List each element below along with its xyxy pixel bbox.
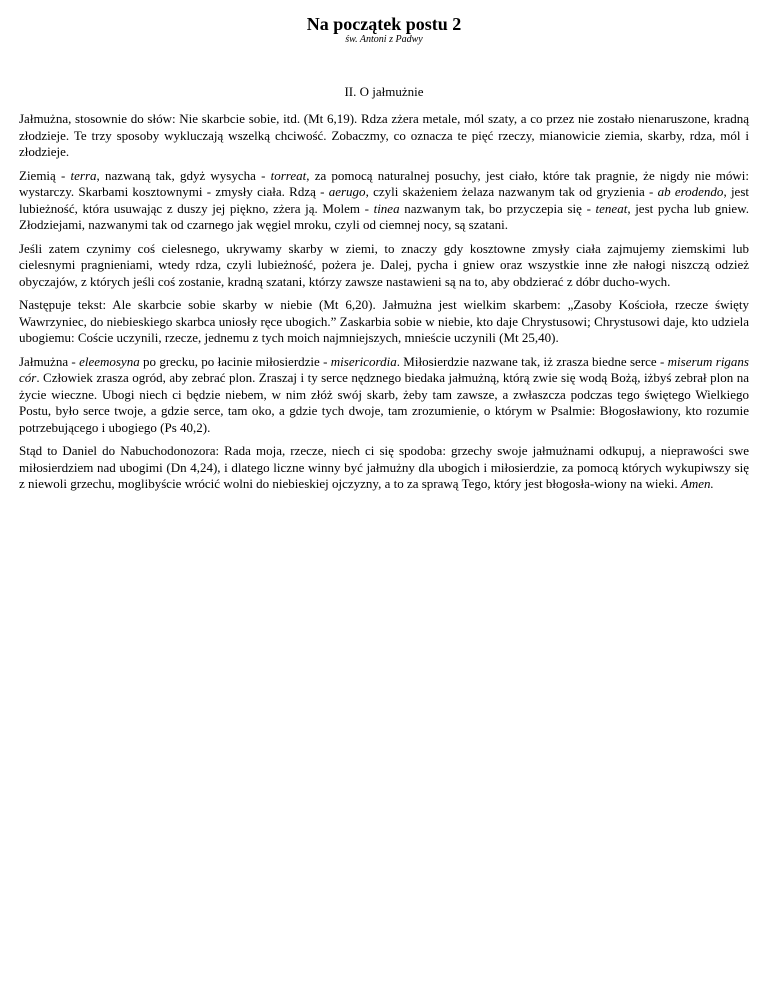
italic-term: aerugo — [328, 184, 366, 199]
paragraph — [19, 168, 749, 234]
italic-term: tinea — [373, 200, 400, 216]
text-run: , za pomocą naturalnej posuchy, jest ciało, które tak pragnie, że nigdy nie mówi: wystarczy. Skarbami kosztownymi - zmysły ciała. Rdzą - — [19, 167, 749, 199]
italic-term: terra — [70, 167, 97, 183]
text-run: Stąd to Daniel do Nabuchodonozora: Rada moja, rzecze, niech ci się spodoba: grzechy swoje jałmużnami odkupuj, a nieprawości swe miłosierdziem nad ubogimi (Dn 4,24), i dlatego liczne winny być jałmużny dla ubogich i miłosierdzie, za pomocą których wykupiwszy się z niewoli grzechu, moglibyście wrócić wolni do niebieskiej ojczyzny, a to za sprawą Tego, który jest błogosła-wiony na wieki. — [19, 443, 749, 491]
italic-term: miserum rigans cór — [19, 353, 749, 385]
italic-term: ab erodendo — [657, 184, 724, 199]
text-run: , jest lubieżność, która usuwając z duszy jej piękno, zżera ją. Molem - — [19, 184, 749, 216]
text-run: . Człowiek zrasza ogród, aby zebrać plon. Zraszaj i ty serce nędznego biedaka jałmużną, którą zwie się wodą Bożą, iżbyś zebrał plon na życie wieczne. Ubogi niech ci będzie niebem, w nim złóż swój skarb, żeby tam zawsze, a zwłaszcza podczas tego świętego Wielkiego Postu, było serce twoje, a gdzie serce, tam oko, a gdzie tych dwoje, tam zrozumienie, o którym w Psalmie: Błogosławiony, kto rozumie potrzebującego i ubogiego (Ps 40,2). — [19, 370, 749, 435]
text-run: . Miłosierdzie nazwane tak, iż zrasza biedne serce - — [396, 353, 668, 369]
italic-term: misericordia — [330, 353, 397, 369]
text-run: , czyli skażeniem żelaza nazwanym tak od gryzienia - — [365, 184, 658, 199]
paragraph — [19, 443, 749, 493]
paragraph — [19, 241, 749, 291]
author-line: św. Antoni z Padwy — [345, 34, 423, 45]
text-run: Następuje tekst: Ale skarbcie sobie skarby w niebie (Mt 6,20). Jałmużna jest wielkim skarbem: „Zasoby Kościoła, rzecze święty Wawrzyniec, do niebieskiego skarbca uniosły ręce ubogich.” Zaskarbia sobie w niebie, kto daje Chrystusowi; Chrystusowi daje, kto udziela ubogiemu: Coście uczynili, rzecze, jednemu z tych moich najmniejszych, mnieście uczynili (Mt 25,40). — [19, 297, 749, 345]
text-run: Jeśli zatem czynimy coś cielesnego, ukrywamy skarby w ziemi, to znaczy gdy kosztowne zmysły ciała zajmujemy ziemskimi lub cielesnymi pragnieniami, wtedy rdza, czyli lubieżność, pożera je. Dalej, pycha i gniew oraz wszystkie inne złe nałogi niszczą odzież obyczajów, z których jeśli coś zostanie, kradną szatani, którzy zawsze nastawieni są na to, aby obdzierać z dóbr ducho-wych. — [19, 240, 749, 289]
text-run: po grecku, po łacinie miłosierdzie - — [139, 353, 331, 369]
italic-term: eleemosyna — [79, 353, 140, 369]
text-run: Ziemią - — [19, 167, 71, 183]
page-title: Na początek postu 2 — [306, 14, 462, 34]
text-run: nazwanym tak, bo przyczepia się - — [399, 200, 596, 216]
text-run: , jest pycha lub gniew. Złodziejami, nazwanymi tak od czarnego jak węgiel mroku, czyli od ciemnej nocy, są szatani. — [19, 200, 749, 232]
body-text — [19, 111, 749, 493]
paragraph — [19, 297, 749, 347]
paragraph — [19, 111, 749, 161]
section-heading: II. O jałmużnie — [344, 84, 424, 99]
italic-term: torreat — [270, 167, 307, 183]
paragraph — [19, 354, 749, 437]
text-run: Jałmużna - — [19, 353, 80, 369]
italic-term: Amen. — [680, 476, 714, 491]
text-run: Jałmużna, stosownie do słów: Nie skarbcie sobie, itd. (Mt 6,19). Rdza zżera metale, mól szaty, a co przez nie zostało nienaruszone, kradną złodzieje. Te trzy sposoby wykluczają wszelką chciwość. Zobaczmy, co oznacza te pięć rzeczy, mianowicie ziemia, skarby, rdza, mól i złodzieje. — [19, 111, 749, 159]
italic-term: teneat — [595, 200, 628, 216]
text-run: , nazwaną tak, gdyż wysycha - — [96, 167, 271, 183]
